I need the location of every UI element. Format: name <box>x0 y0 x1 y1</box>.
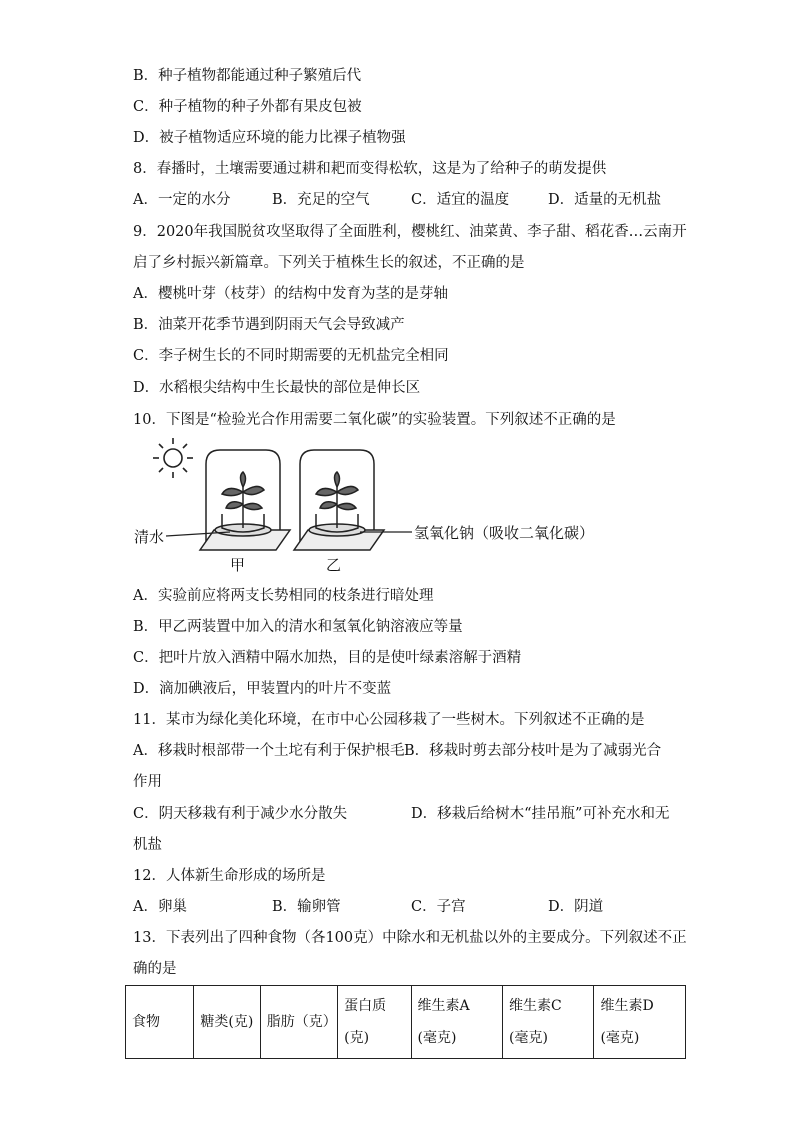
option-text-cont: 机盐 <box>133 837 162 853</box>
option-text: D．阴道 <box>548 899 604 915</box>
table-header-row <box>126 986 686 1059</box>
table-header-cell: 糖类(克) <box>194 986 260 1059</box>
experiment-figure <box>130 432 600 576</box>
question-8: 8．春播时，土壤需要通过耕和耙而变得松软，这是为了给种子的萌发提供 <box>133 161 607 177</box>
option-text: C．适宜的温度 <box>411 192 510 208</box>
table-header-cell: 脂肪（克） <box>260 986 337 1059</box>
question-11: 11．某市为绿化美化环境，在市中心公园移栽了一些树木。下列叙述不正确的是 <box>133 712 645 728</box>
option-text: A．卵巢 <box>133 899 187 915</box>
question-10: 10．下图是“检验光合作用需要二氧化碳”的实验装置。下列叙述不正确的是 <box>133 412 616 428</box>
header-line: 维生素D <box>600 998 654 1014</box>
question-9: 9．2020年我国脱贫攻坚取得了全面胜利，樱桃红、油菜黄、李子甜、稻花香…云南开 <box>133 224 687 240</box>
header-line: (毫克) <box>508 1030 548 1046</box>
nutrition-table <box>125 985 686 1059</box>
question-9-cont: 启了乡村振兴新篇章。下列关于植株生长的叙述，不正确的是 <box>133 255 525 271</box>
option-text: B．油菜开花季节遇到阴雨天气会导致减产 <box>133 317 405 333</box>
option-text: A．实验前应将两支长势相同的枝条进行暗处理 <box>133 588 434 604</box>
header-line: 维生素A <box>417 998 470 1014</box>
option-text: B．移栽时剪去部分枝叶是为了减弱光合 <box>404 743 662 759</box>
table-header-cell <box>502 986 593 1059</box>
option-text: D．水稻根尖结构中生长最快的部位是伸长区 <box>133 380 421 396</box>
table-header-cell: 食物 <box>126 986 194 1059</box>
option-text: C．李子树生长的不同时期需要的无机盐完全相同 <box>133 348 449 364</box>
label-naoh: 氢氧化钠（吸收二氧化碳） <box>414 524 595 542</box>
table-header-cell <box>338 986 411 1059</box>
option-text: D．移栽后给树木“挂吊瓶”可补充水和无 <box>411 806 670 822</box>
table-header-cell <box>594 986 686 1059</box>
header-line: (克) <box>344 1030 370 1046</box>
bell-jar-yi <box>294 450 384 550</box>
option-text: D．滴加碘液后，甲装置内的叶片不变蓝 <box>133 681 392 697</box>
option-text: C．种子植物的种子外都有果皮包被 <box>133 99 362 115</box>
option-text: D．适量的无机盐 <box>548 192 662 208</box>
table-header-cell <box>411 986 502 1059</box>
option-text: B．甲乙两装置中加入的清水和氢氧化钠溶液应等量 <box>133 619 463 635</box>
apparatus-illustration <box>130 432 600 572</box>
header-line: 蛋白质 <box>344 998 387 1014</box>
question-13-cont: 确的是 <box>133 961 177 977</box>
label-jia: 甲 <box>230 556 246 574</box>
option-text: B．充足的空气 <box>272 192 370 208</box>
question-13: 13．下表列出了四种食物（各100克）中除水和无机盐以外的主要成分。下列叙述不正 <box>133 930 687 946</box>
option-text: D．被子植物适应环境的能力比裸子植物强 <box>133 130 406 146</box>
option-text: B．种子植物都能通过种子繁殖后代 <box>133 68 362 84</box>
option-text-cont: 作用 <box>133 774 162 790</box>
option-text: C．把叶片放入酒精中隔水加热，目的是使叶绿素溶解于酒精 <box>133 650 522 666</box>
option-text: B．输卵管 <box>272 899 341 915</box>
label-water: 清水 <box>134 528 165 546</box>
label-yi: 乙 <box>326 556 342 574</box>
option-text: A．樱桃叶芽（枝芽）的结构中发育为茎的是芽轴 <box>133 286 448 302</box>
header-line: (毫克) <box>417 1030 457 1046</box>
header-line: 维生素C <box>508 998 562 1014</box>
question-12: 12．人体新生命形成的场所是 <box>133 868 326 884</box>
bell-jar-jia <box>200 450 290 550</box>
option-text: A．移栽时根部带一个土坨有利于保护根毛 <box>133 743 405 759</box>
option-text: C．子宫 <box>411 899 466 915</box>
header-line: (毫克) <box>600 1030 640 1046</box>
sun-icon <box>153 438 193 478</box>
option-text: A．一定的水分 <box>133 192 231 208</box>
option-text: C．阴天移栽有利于减少水分散失 <box>133 806 348 822</box>
